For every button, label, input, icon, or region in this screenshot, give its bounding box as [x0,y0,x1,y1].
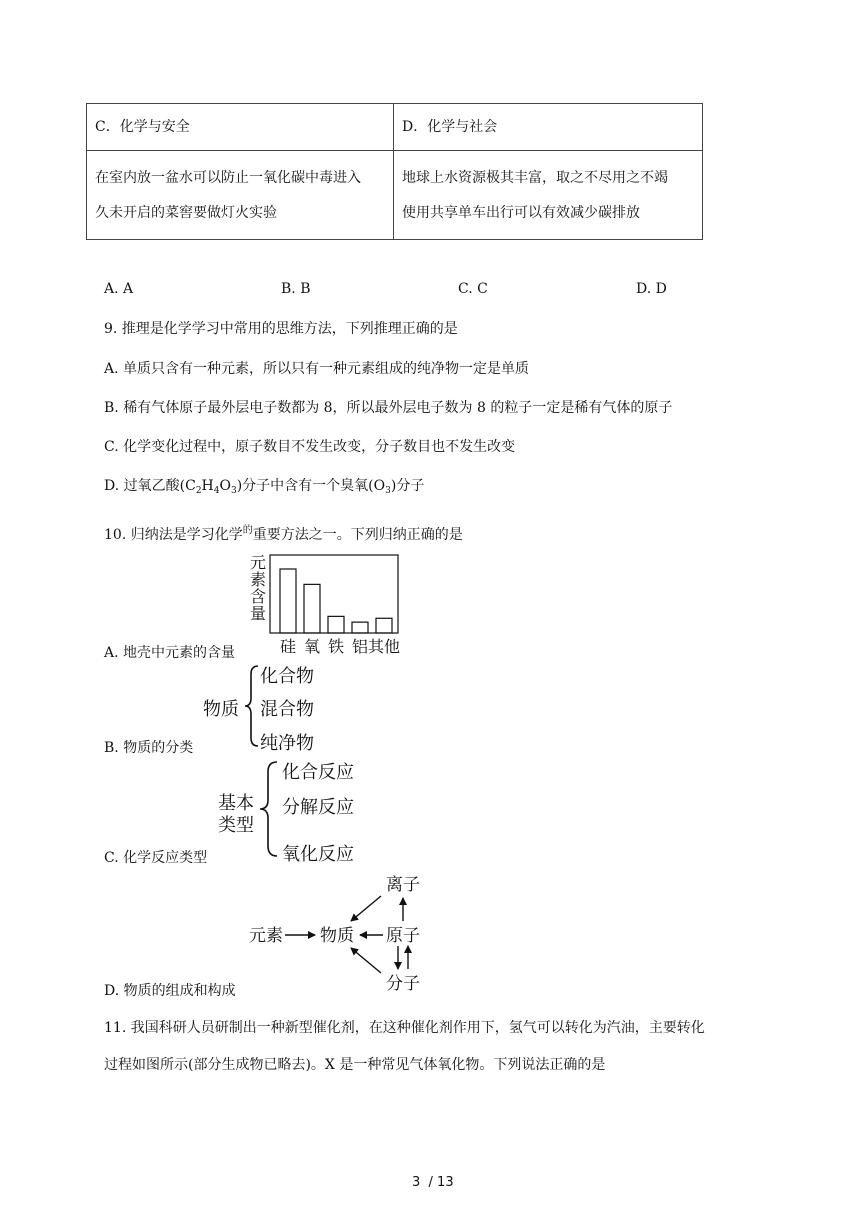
chart-category-label: 铝 [351,637,369,656]
q9-d-text: H [201,478,214,494]
ylabel-char: 素 [249,570,267,589]
q10-stem-text: 重要方法之一。下列归纳正确的是 [252,527,463,543]
chart-bar [352,622,368,633]
diagram-c-root-line1: 基本 [218,793,254,814]
chart-bar [304,584,320,633]
diagram-d-substance: 物质 [320,926,354,946]
table-cell-d-line: 地球上水资源极其丰富，取之不尽用之不竭 [402,170,668,186]
subscript: 3 [385,486,391,496]
arrow-molecule-to-substance [351,948,381,973]
diagram-b-item: 纯净物 [260,733,314,754]
element-content-chart [240,548,420,660]
ylabel-char: 元 [249,553,267,572]
diagram-d-atom: 原子 [386,926,420,946]
q8-option-c[interactable]: C. C [458,281,488,297]
diagram-b-root: 物质 [203,699,239,720]
options-table [86,103,703,240]
chart-category-label: 其他 [367,637,401,656]
chart-frame [270,555,398,633]
diagram-b-item: 混合物 [260,699,314,720]
chart-category-label: 铁 [327,637,345,656]
table-cell-d-line: 使用共享单车出行可以有效减少碳排放 [402,205,640,221]
chart-category-label: 硅 [279,637,297,656]
subscript: 2 [195,486,202,496]
q8-option-d[interactable]: D. D [636,281,667,297]
page-number: 3 / 13 [412,1175,454,1190]
diagram-c-item: 分解反应 [282,797,354,818]
table-cell-d [394,151,703,240]
ylabel-char: 含 [249,587,267,606]
q9-option-c[interactable]: C. 化学变化过程中，原子数目不发生改变，分子数目也不发生改变 [104,439,516,455]
subscript: 3 [230,486,237,496]
chart-bar [376,618,392,633]
table-cell-c-line: 在室内放一盆水可以防止一氧化碳中毒进入 [95,170,361,186]
table-cell-c [87,151,394,240]
q9-option-a[interactable]: A. 单质只含有一种元素，所以只有一种元素组成的纯净物一定是单质 [104,361,530,377]
q10-stem-de: 的 [242,525,253,536]
arrow-ion-to-substance [351,896,381,921]
q10-option-d-label[interactable]: D. 物质的组成和构成 [104,983,236,999]
diagram-c-item: 化合反应 [282,762,354,783]
diagram-d-element: 元素 [249,926,283,946]
q9-d-text: )分子中含有一个臭氧(O [236,478,386,494]
diagram-c-root-line2: 类型 [218,815,254,836]
q9-stem: 9. 推理是化学学习中常用的思维方法，下列推理正确的是 [104,321,458,337]
diagram-d-molecule: 分子 [386,974,420,994]
composition-diagram [245,868,435,994]
q9-d-text: D. 过氧乙酸(C [104,478,196,494]
diagram-b-item: 化合物 [260,666,314,687]
q10-stem-text: 10. 归纳法是学习化学 [104,527,243,543]
q9-d-text: O [219,478,231,494]
subscript: 4 [213,486,220,496]
q11-stem-line1: 11. 我国科研人员研制出一种新型催化剂，在这种催化剂作用下，氢气可以转化为汽油，主要转化 [104,1020,705,1036]
chart-ylabel [250,553,266,623]
q9-d-text: )分子 [390,478,425,494]
chart-category-label: 氧 [303,637,321,656]
q10-stem [104,521,463,544]
table-cell-c-line: 久未开启的菜窖要做灯火实验 [95,205,277,221]
q10-option-c-label[interactable]: C. 化学反应类型 [104,850,208,866]
brace-icon [257,760,281,858]
q11-stem-line2: 过程如图所示(部分生成物已略去)。X 是一种常见气体氧化物。下列说法正确的是 [104,1057,606,1073]
q8-option-a[interactable]: A. A [104,281,134,297]
ylabel-char: 量 [249,604,267,623]
table-header-d: D．化学与社会 [394,104,703,151]
q8-option-b[interactable]: B. B [281,281,311,297]
q9-option-b[interactable]: B. 稀有气体原子最外层电子数都为 8，所以最外层电子数为 8 的粒子一定是稀有气体的原子 [104,400,673,416]
chart-bar [328,616,344,633]
table-header-c: C．化学与安全 [87,104,394,151]
q9-option-d[interactable] [104,475,424,496]
q10-option-b-label[interactable]: B. 物质的分类 [104,740,194,756]
chart-bar [280,569,296,633]
diagram-d-ion: 离子 [386,875,420,895]
diagram-c-item: 氧化反应 [282,844,354,865]
q10-option-a-label[interactable]: A. 地壳中元素的含量 [104,645,236,661]
